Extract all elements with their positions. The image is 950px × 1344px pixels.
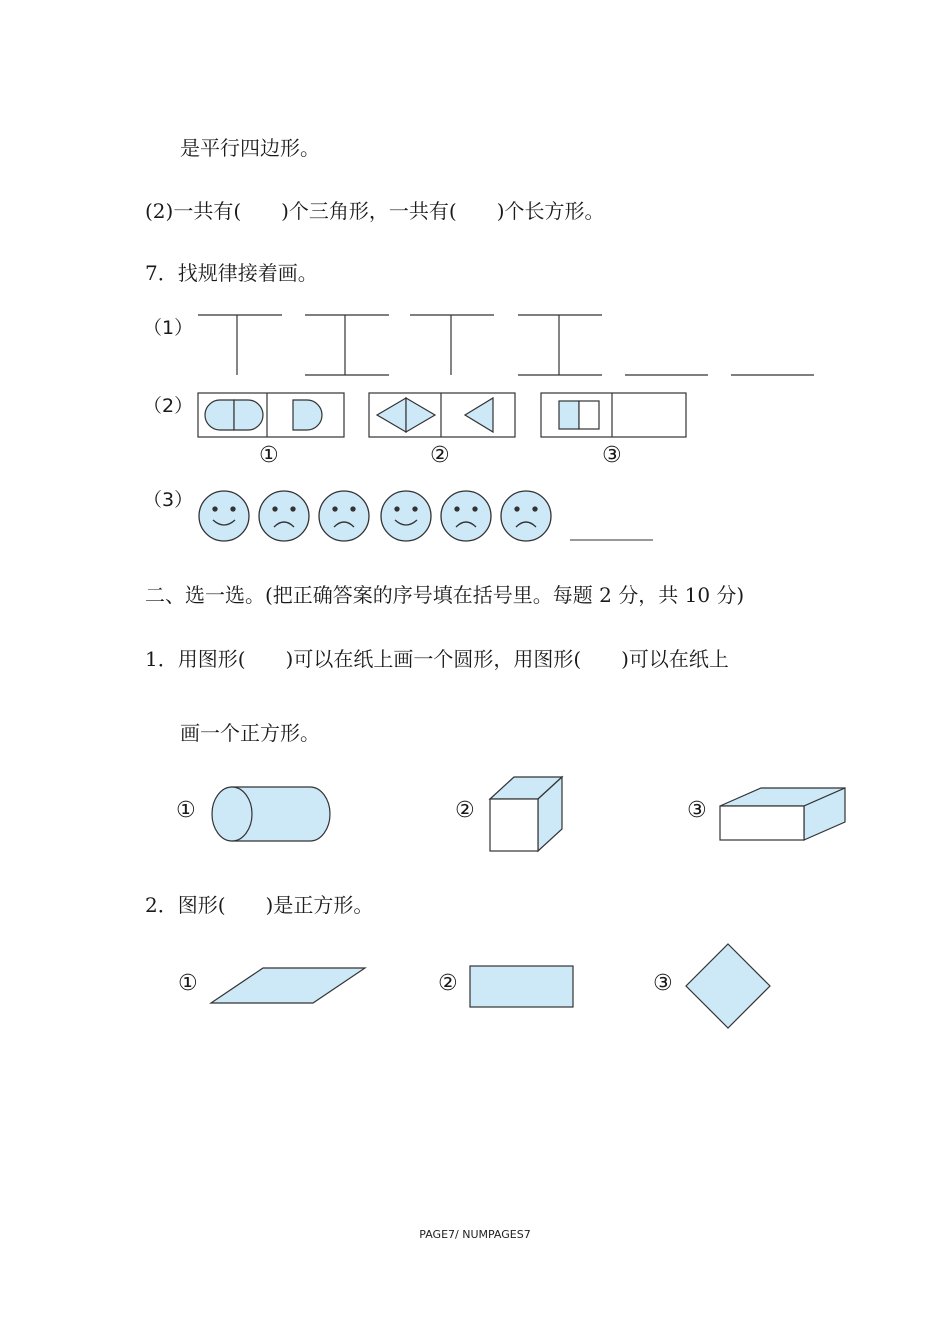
half-round-answer-shape xyxy=(293,400,322,430)
question-1-line-1: 1．用图形( )可以在纸上画一个圆形，用图形( )可以在纸上 xyxy=(145,647,729,671)
section-2-title: 二、选一选。(把正确答案的序号填在括号里。每题 2 分，共 10 分) xyxy=(145,583,745,607)
half-round-right-shape xyxy=(234,400,263,430)
question-6-2: (2)一共有( )个三角形，一共有( )个长方形。 xyxy=(145,199,605,223)
square-right-shape xyxy=(579,401,599,429)
group-number-3: ③ xyxy=(602,443,622,468)
diamond-figure xyxy=(682,940,774,1032)
t-pattern-figure xyxy=(190,305,830,385)
page-footer: PAGE7/ NUMPAGES7 xyxy=(419,1228,531,1241)
faces-pattern-figure xyxy=(195,485,665,549)
square-left-shape xyxy=(559,401,579,429)
smile-face-1 xyxy=(199,491,249,541)
q2-option-3-number: ③ xyxy=(653,971,673,996)
group-number-2: ② xyxy=(430,443,450,468)
smile-face-2 xyxy=(381,491,431,541)
continued-text: 是平行四边形。 xyxy=(180,136,320,160)
diamond-square-shape xyxy=(686,944,770,1028)
cuboid-front-face xyxy=(720,806,804,840)
frown-face-4 xyxy=(501,491,551,541)
question-1-line-2: 画一个正方形。 xyxy=(180,721,320,745)
q1-option-3-number: ③ xyxy=(687,798,707,823)
question-7-title: 7．找规律接着画。 xyxy=(145,261,318,285)
parallelogram-shape xyxy=(211,968,365,1003)
half-round-left-shape xyxy=(205,400,234,430)
box-pattern-figure xyxy=(195,388,695,444)
cuboid-figure xyxy=(716,784,850,844)
row-3-label: （3） xyxy=(143,489,194,511)
rectangle-shape xyxy=(470,966,573,1007)
row-1-label: （1） xyxy=(143,317,194,339)
group-number-1: ① xyxy=(259,443,279,468)
frown-face-1 xyxy=(259,491,309,541)
q2-option-1-number: ① xyxy=(178,971,198,996)
rectangle-figure xyxy=(466,962,578,1010)
frown-face-3 xyxy=(441,491,491,541)
cube-figure xyxy=(486,773,568,855)
cube-front-face xyxy=(490,799,538,851)
q2-option-2-number: ② xyxy=(438,971,458,996)
parallelogram-figure xyxy=(205,964,371,1008)
question-2-line: 2．图形( )是正方形。 xyxy=(145,893,374,917)
cylinder-end xyxy=(212,787,252,841)
q1-option-2-number: ② xyxy=(455,798,475,823)
frown-face-2 xyxy=(319,491,369,541)
q1-option-1-number: ① xyxy=(176,798,196,823)
row-2-label: （2） xyxy=(143,395,194,417)
cylinder-figure xyxy=(205,783,337,845)
